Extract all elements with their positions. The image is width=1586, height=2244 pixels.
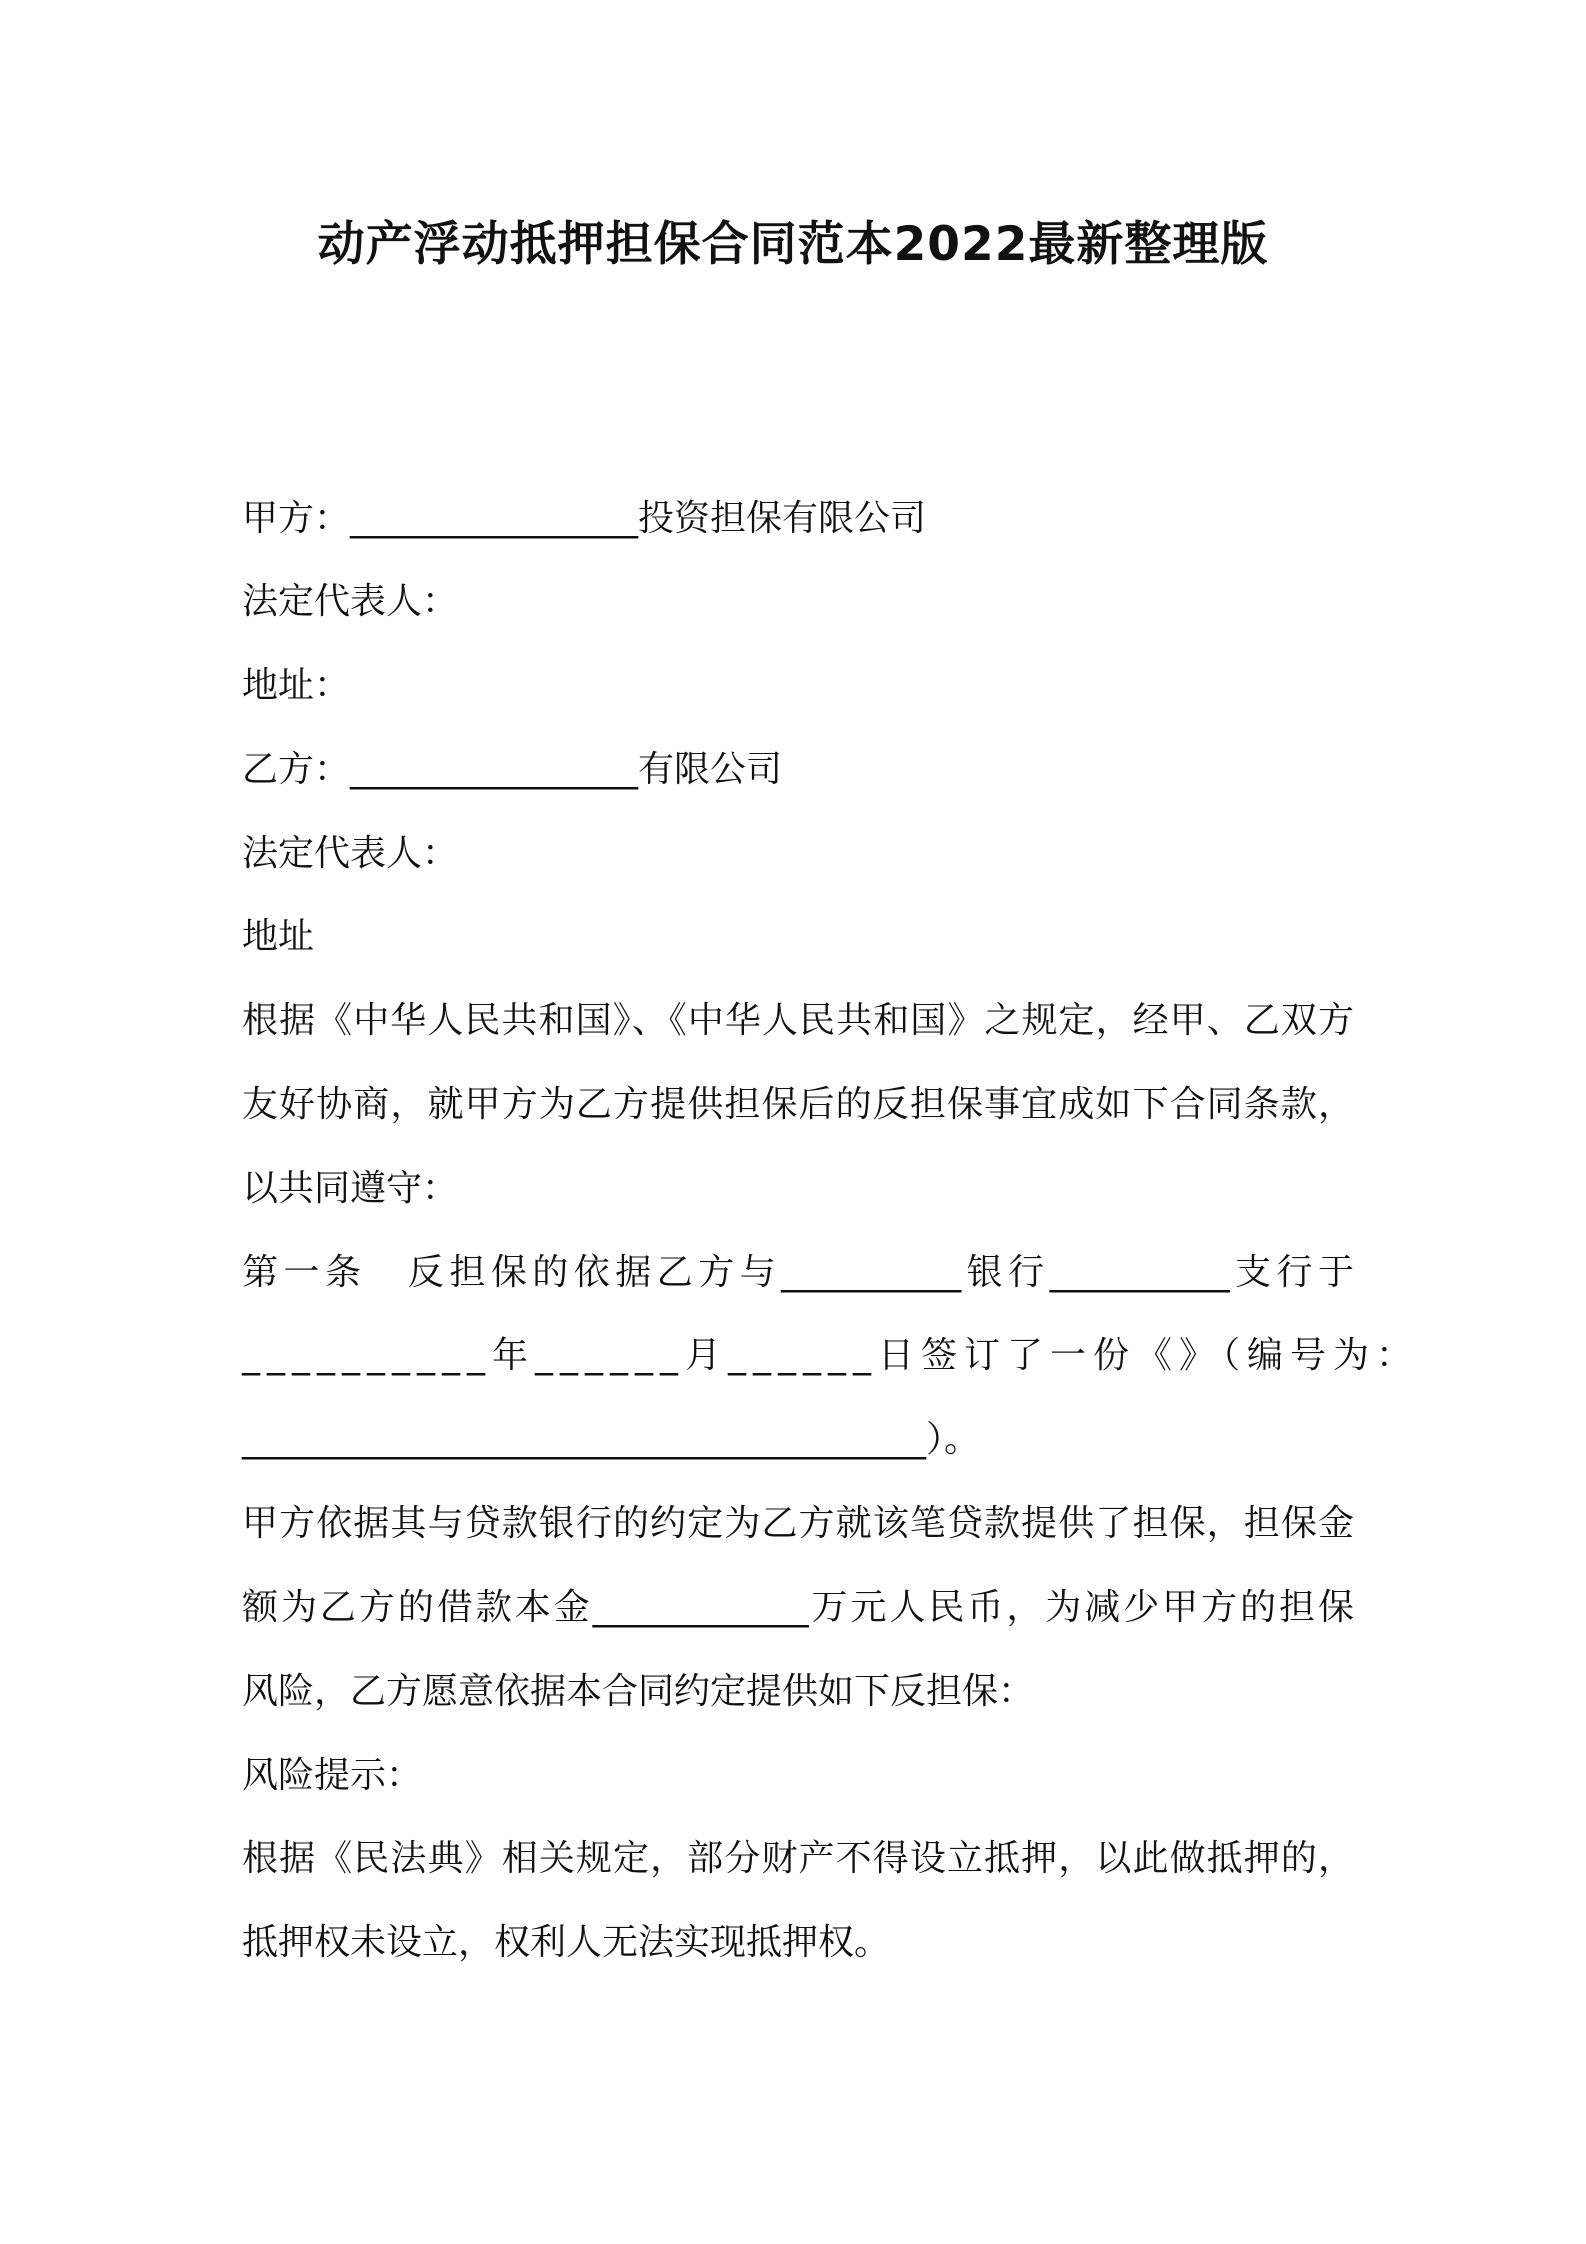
party-a-address: 地址： bbox=[242, 665, 351, 706]
party-a-line: 甲方：________________投资担保有限公司 bbox=[242, 498, 927, 539]
preamble-line-3: 以共同遵守： bbox=[242, 1168, 459, 1209]
article-1-line-1: 第一条 反担保的依据乙方与__________银行__________支行于 bbox=[242, 1252, 1354, 1293]
guarantee-line-3: 风险，乙方愿意依据本合同约定提供如下反担保： bbox=[242, 1671, 1035, 1712]
preamble-line-1: 根据《中华人民共和国》、《中华人民共和国》之规定，经甲、乙双方 bbox=[242, 1000, 1354, 1041]
guarantee-line-2: 额为乙方的借款本金____________万元人民币，为减少甲方的担保 bbox=[242, 1587, 1354, 1628]
preamble-line-2: 友好协商，就甲方为乙方提供担保后的反担保事宜成如下合同条款， bbox=[242, 1084, 1354, 1125]
party-b-line: 乙方：________________有限公司 bbox=[242, 749, 783, 790]
risk-heading: 风险提示： bbox=[242, 1755, 423, 1796]
risk-line-1: 根据《民法典》相关规定，部分财产不得设立抵押，以此做抵押的， bbox=[242, 1838, 1354, 1879]
article-1-line-3: ______________________________________）。 bbox=[242, 1419, 980, 1460]
article-1-line-2: __________年______月______日签订了一份《》（编号为： bbox=[242, 1335, 1420, 1376]
party-a-representative: 法定代表人： bbox=[242, 581, 459, 622]
party-b-address: 地址 bbox=[242, 916, 315, 957]
party-b-representative: 法定代表人： bbox=[242, 833, 459, 874]
guarantee-line-1: 甲方依据其与贷款银行的约定为乙方就该笔贷款提供了担保，担保金 bbox=[242, 1503, 1354, 1544]
document-title: 动产浮动抵押担保合同范本2022最新整理版 bbox=[317, 217, 1269, 272]
risk-line-2: 抵押权未设立，权利人无法实现抵押权。 bbox=[242, 1922, 891, 1963]
